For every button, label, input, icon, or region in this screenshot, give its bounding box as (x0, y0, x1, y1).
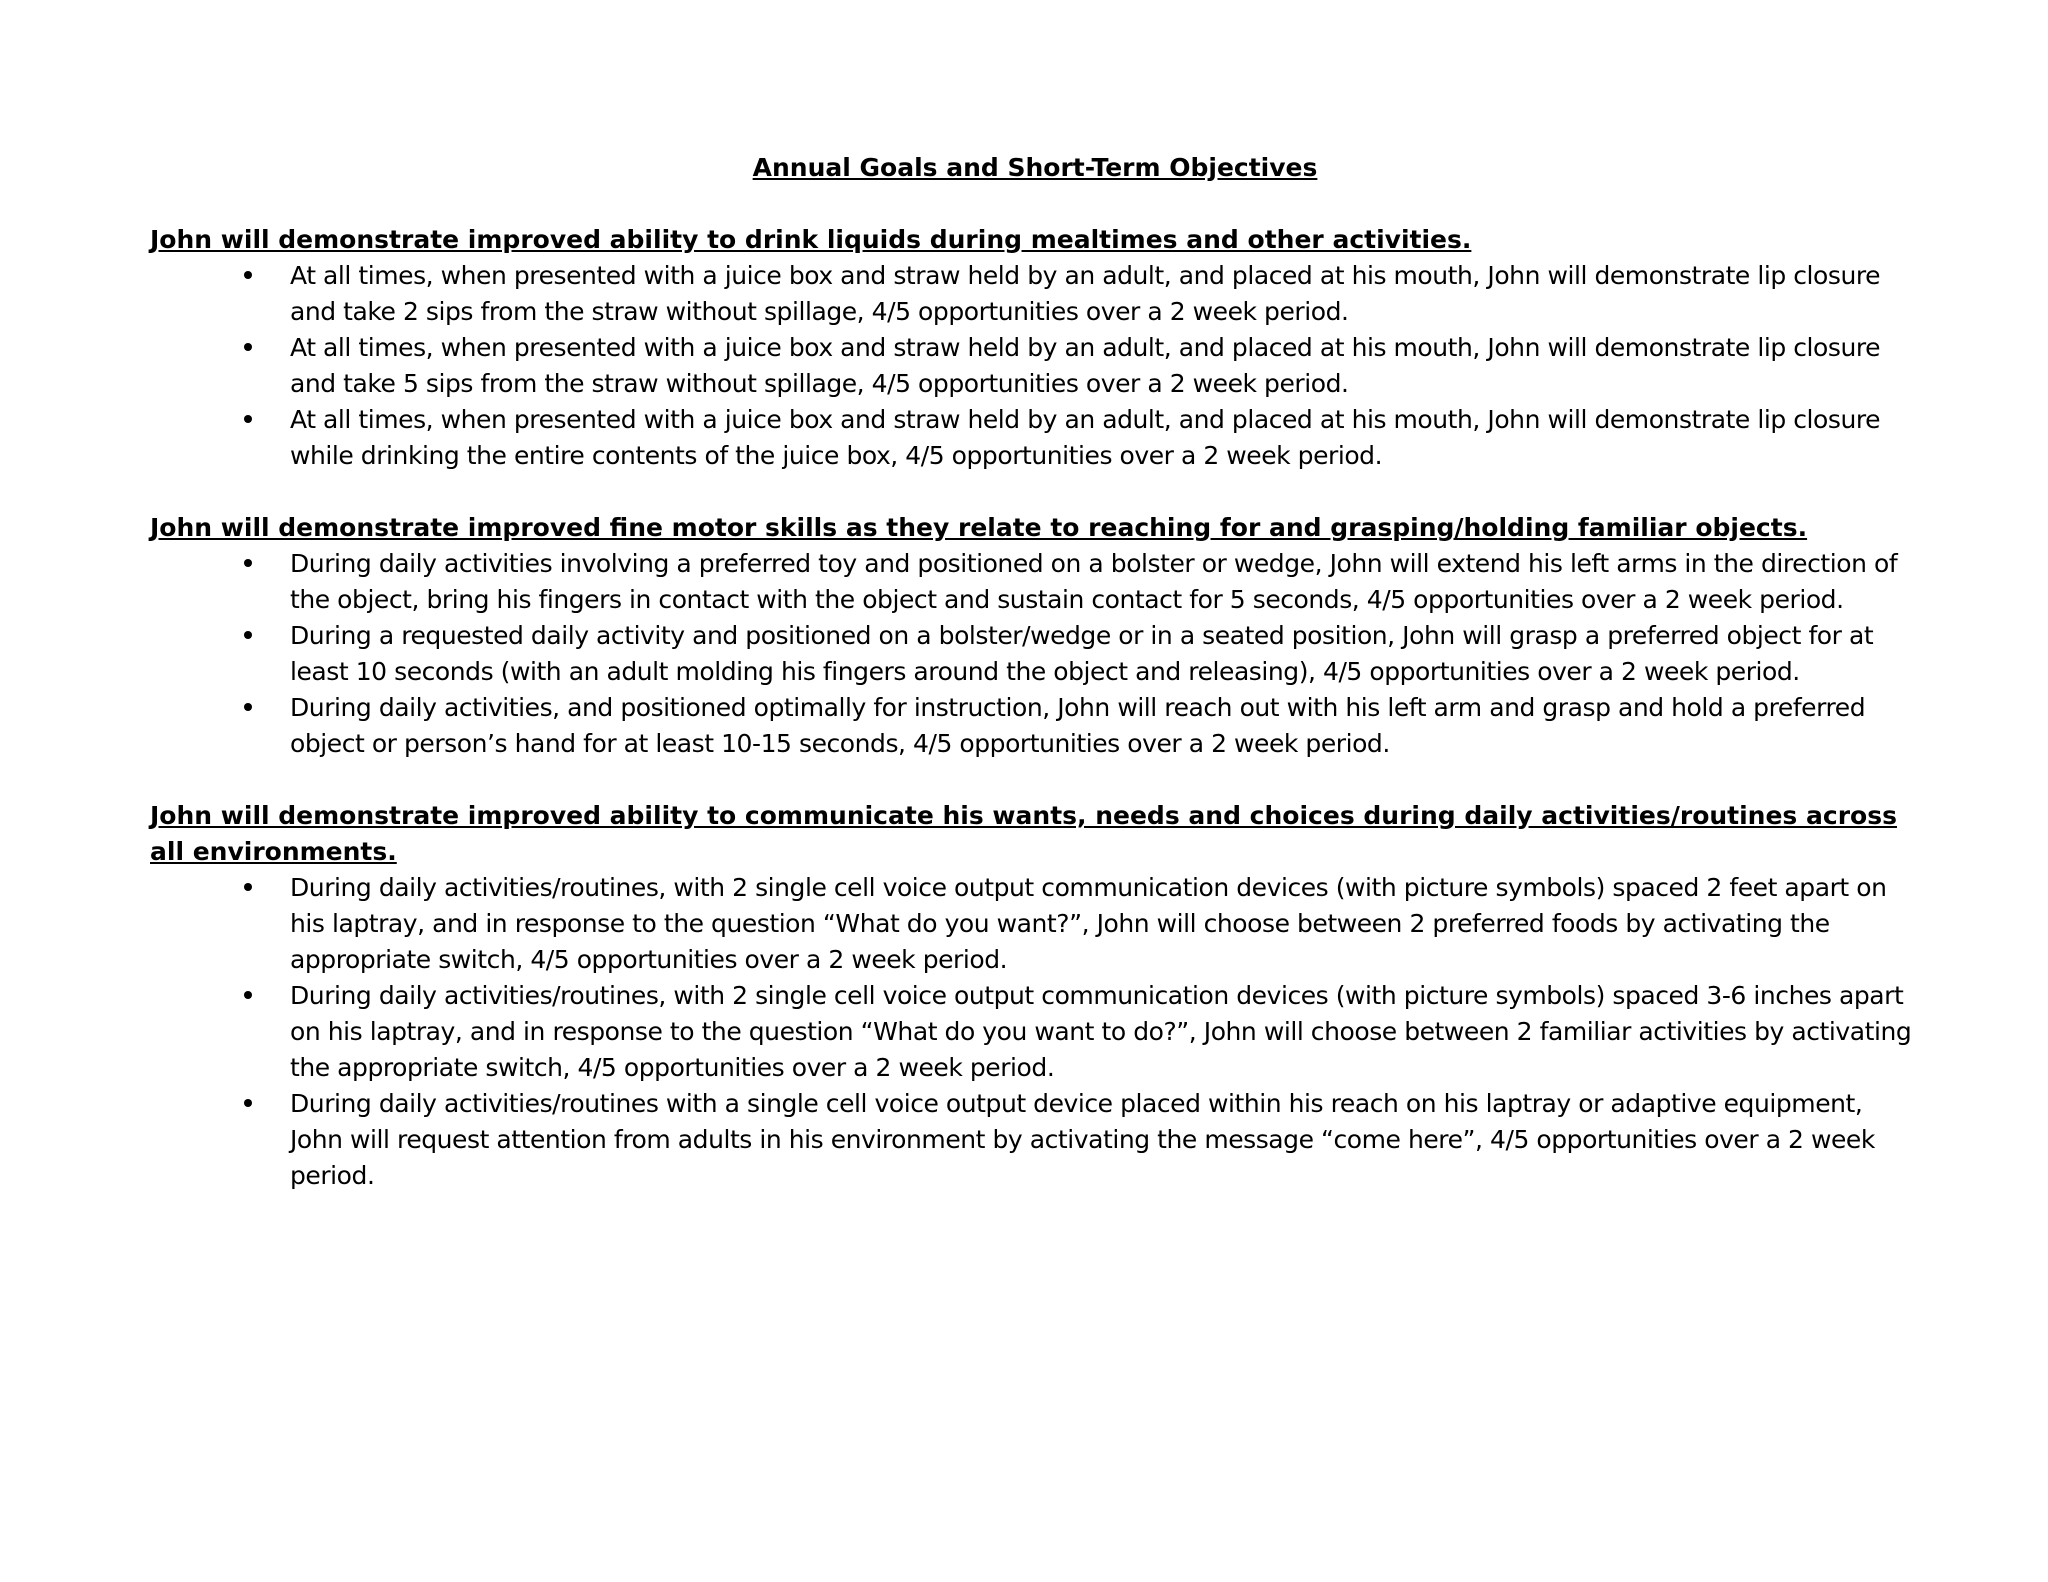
bullet-icon (242, 618, 254, 654)
goal-fine-motor (150, 510, 1920, 762)
bullet-icon (242, 546, 254, 582)
objective-item (150, 618, 1920, 690)
objective-item (150, 330, 1920, 402)
bullet-icon (242, 1086, 254, 1122)
goal-communication (150, 798, 1920, 1194)
objective-text: During daily activities/routines, with 2 single cell voice output communication devices (with picture symbols) spaced 3-6 inches apart on his laptray, and in response to the question “What do you want to do?”, John will choose between 2 familiar activities by activating the appropriate switch, 4/5 opportunities over a 2 week period. (290, 981, 1912, 1082)
objective-text: At all times, when presented with a juice box and straw held by an adult, and placed at his mouth, John will demonstrate lip closure and take 5 sips from the straw without spillage, 4/5 opportunities over a 2 week period. (290, 333, 1881, 398)
bullet-icon (242, 978, 254, 1014)
objective-item (150, 546, 1920, 618)
bullet-icon (242, 690, 254, 726)
objective-item (150, 690, 1920, 762)
objective-list (150, 546, 1920, 762)
goal-heading: John will demonstrate improved ability to drink liquids during mealtimes and other activities. (150, 225, 1472, 254)
goal-drinking (150, 222, 1920, 474)
goal-heading: John will demonstrate improved fine motor skills as they relate to reaching for and grasping/holding familiar objects. (150, 513, 1808, 542)
bullet-icon (242, 402, 254, 438)
bullet-icon (242, 330, 254, 366)
goal-heading: John will demonstrate improved ability to communicate his wants, needs and choices during daily activities/routines across all environments. (150, 801, 1897, 866)
objective-item (150, 402, 1920, 474)
document-page (150, 150, 1920, 1194)
objective-item (150, 258, 1920, 330)
objective-text: During daily activities/routines, with 2 single cell voice output communication devices (with picture symbols) spaced 2 feet apart on his laptray, and in response to the question “What do you want?”, John will choose between 2 preferred foods by activating the appropriate switch, 4/5 opportunities over a 2 week period. (290, 873, 1887, 974)
objective-text: During a requested daily activity and positioned on a bolster/wedge or in a seated position, John will grasp a preferred object for at least 10 seconds (with an adult molding his fingers around the object and releasing), 4/5 opportunities over a 2 week period. (290, 621, 1874, 686)
objective-text: During daily activities/routines with a single cell voice output device placed within his reach on his laptray or adaptive equipment, John will request attention from adults in his environment by activating the message “come here”, 4/5 opportunities over a 2 week period. (290, 1089, 1875, 1190)
objective-list (150, 870, 1920, 1194)
objective-text: At all times, when presented with a juice box and straw held by an adult, and placed at his mouth, John will demonstrate lip closure and take 2 sips from the straw without spillage, 4/5 opportunities over a 2 week period. (290, 261, 1881, 326)
objective-item (150, 978, 1920, 1086)
objective-item (150, 870, 1920, 978)
bullet-icon (242, 258, 254, 294)
bullet-icon (242, 870, 254, 906)
objective-list (150, 258, 1920, 474)
objective-text: During daily activities involving a preferred toy and positioned on a bolster or wedge, John will extend his left arms in the direction of the object, bring his fingers in contact with the object and sustain contact for 5 seconds, 4/5 opportunities over a 2 week period. (290, 549, 1898, 614)
objective-text: At all times, when presented with a juice box and straw held by an adult, and placed at his mouth, John will demonstrate lip closure while drinking the entire contents of the juice box, 4/5 opportunities over a 2 week period. (290, 405, 1881, 470)
document-title: Annual Goals and Short-Term Objectives (752, 153, 1318, 182)
objective-text: During daily activities, and positioned optimally for instruction, John will reach out with his left arm and grasp and hold a preferred object or person’s hand for at least 10-15 seconds, 4/5 opportunities over a 2 week period. (290, 693, 1866, 758)
objective-item (150, 1086, 1920, 1194)
